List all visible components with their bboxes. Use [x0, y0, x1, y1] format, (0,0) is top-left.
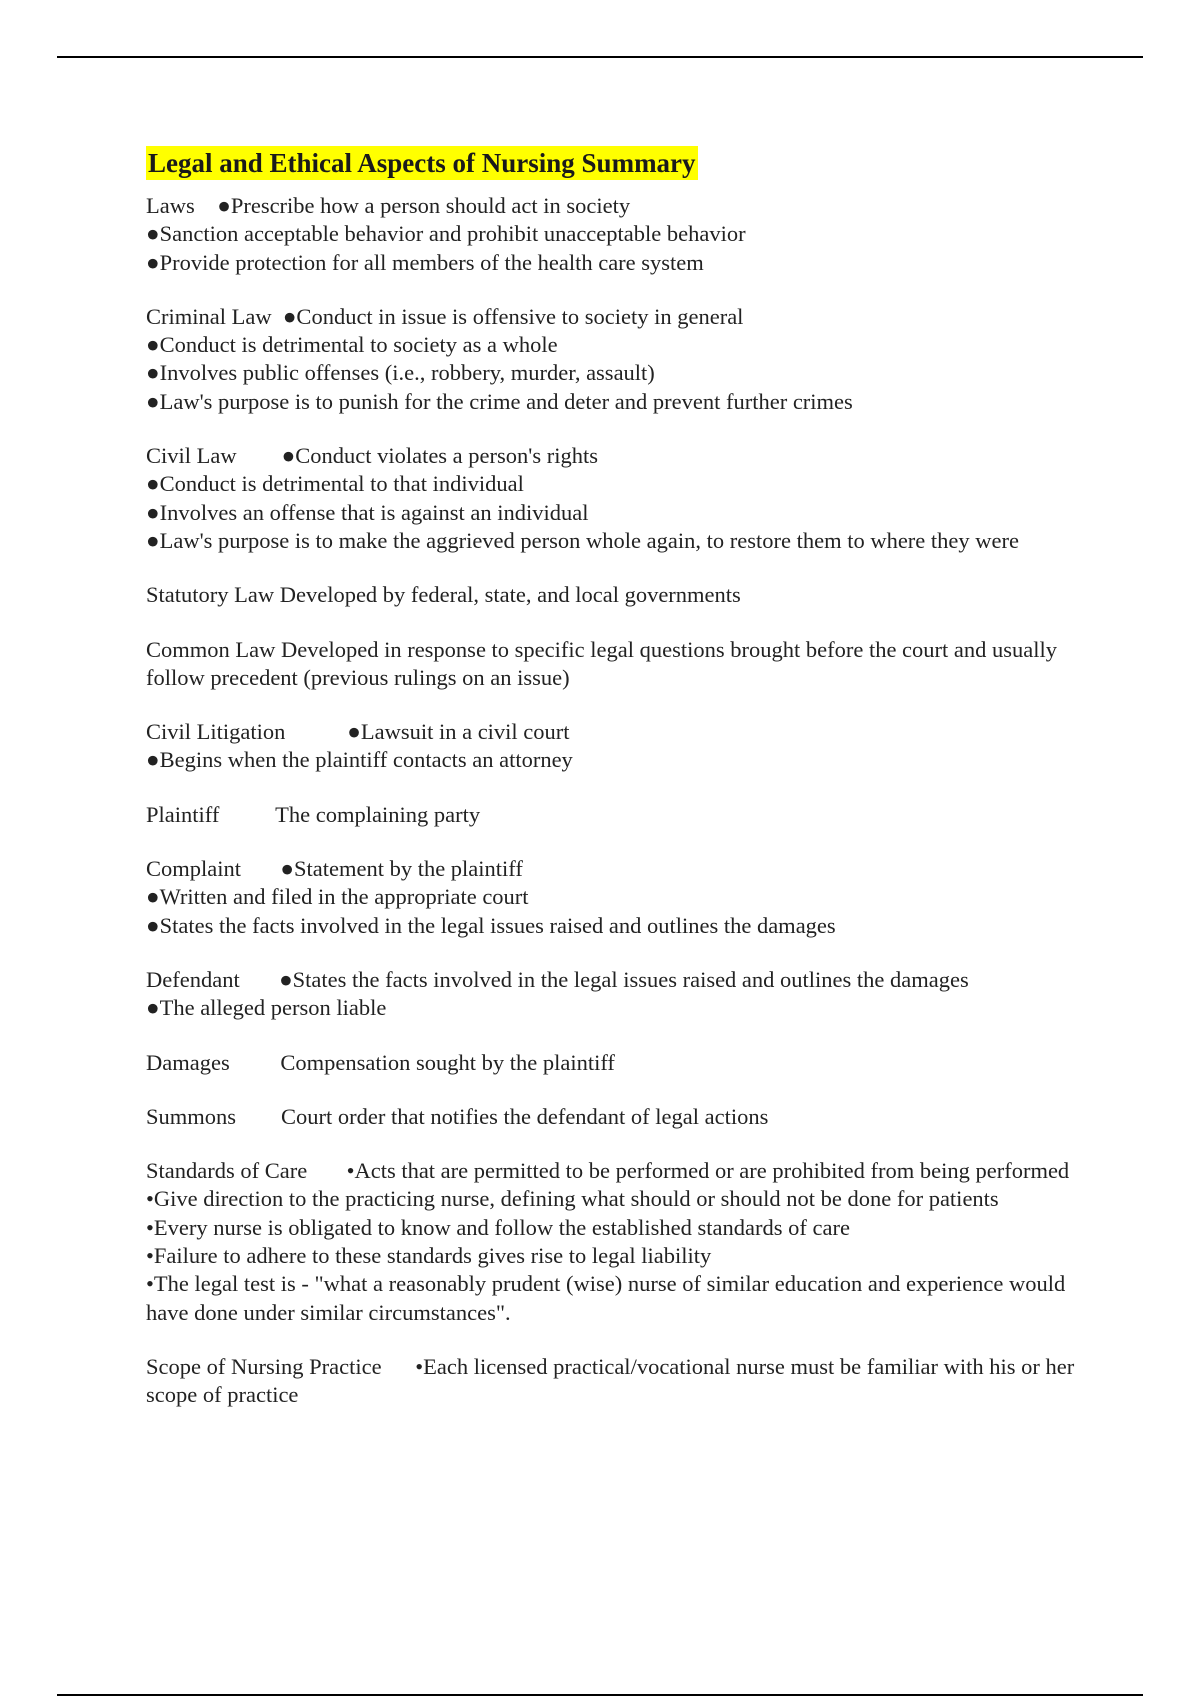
entry-civil-law — [146, 442, 1106, 555]
entry-line: •Failure to adhere to these standards gives rise to legal liability — [146, 1243, 712, 1269]
entry-line: ●Conduct is detrimental to society as a whole — [146, 332, 558, 358]
entry-line: Civil Litigation ●Lawsuit in a civil court — [146, 719, 570, 745]
entry-complaint — [146, 855, 1106, 940]
entry-line: •Give direction to the practicing nurse, defining what should or should not be done for patients — [146, 1186, 999, 1212]
entry-line: Common Law Developed in response to specific legal questions brought before the court and usually follow precedent (previous rulings on an issue) — [146, 636, 1063, 690]
entry-line: Complaint ●Statement by the plaintiff — [146, 856, 523, 882]
entry-line: ●Begins when the plaintiff contacts an attorney — [146, 747, 573, 773]
entry-damages — [146, 1049, 1106, 1077]
entry-line: Civil Law ●Conduct violates a person's rights — [146, 443, 598, 469]
entry-summons — [146, 1103, 1106, 1131]
entry-civil-litigation — [146, 718, 1106, 775]
entry-line: Scope of Nursing Practice •Each licensed practical/vocational nurse must be familiar with his or her scope of practice — [146, 1353, 1080, 1408]
entry-line: ●Involves public offenses (i.e., robbery, murder, assault) — [146, 360, 655, 386]
entry-defendant — [146, 966, 1106, 1023]
entry-standards-of-care — [146, 1157, 1106, 1327]
entry-line: Statutory Law Developed by federal, state, and local governments — [146, 582, 741, 608]
entry-plaintiff — [146, 801, 1106, 829]
entry-line: Plaintiff The complaining party — [146, 801, 481, 827]
entry-scope-of-nursing-practice — [146, 1353, 1106, 1410]
document-page — [146, 146, 1106, 1436]
entry-line: Summons Court order that notifies the defendant of legal actions — [146, 1103, 769, 1129]
entry-line: Laws ●Prescribe how a person should act in society — [146, 193, 631, 218]
entry-line: ●States the facts involved in the legal issues raised and outlines the damages — [146, 912, 836, 938]
entry-line: ●Written and filed in the appropriate court — [146, 884, 529, 910]
entry-line: •The legal test is - "what a reasonably prudent (wise) nurse of similar education and experience would have done under similar circumstances". — [146, 1271, 1071, 1325]
entry-line: ●Sanction acceptable behavior and prohibit unacceptable behavior — [146, 221, 746, 247]
entry-line: Damages Compensation sought by the plaintiff — [146, 1049, 615, 1075]
top-rule — [57, 56, 1143, 58]
entry-line: ●Law's purpose is to punish for the crime and deter and prevent further crimes — [146, 388, 853, 414]
entry-line: ●Involves an offense that is against an individual — [146, 499, 589, 525]
entry-line: ●Provide protection for all members of the health care system — [146, 249, 704, 275]
entry-line: Defendant ●States the facts involved in the legal issues raised and outlines the damages — [146, 966, 969, 992]
entry-line: •Every nurse is obligated to know and follow the established standards of care — [146, 1214, 850, 1240]
document-title: Legal and Ethical Aspects of Nursing Summary — [148, 148, 696, 178]
entry-line: ●Conduct is detrimental to that individual — [146, 471, 524, 497]
entry-line: ●Law's purpose is to make the aggrieved person whole again, to restore them to where they were — [146, 527, 1019, 553]
entry-statutory-law — [146, 581, 1106, 609]
entry-laws — [146, 192, 1106, 277]
bottom-rule — [57, 1694, 1143, 1696]
entry-criminal-law — [146, 303, 1106, 416]
entry-common-law — [146, 636, 1106, 693]
entry-line: Criminal Law ●Conduct in issue is offensive to society in general — [146, 303, 744, 329]
entry-line: ●The alleged person liable — [146, 995, 387, 1021]
entry-line: Standards of Care •Acts that are permitted to be performed or are prohibited from being performed — [146, 1158, 1070, 1184]
